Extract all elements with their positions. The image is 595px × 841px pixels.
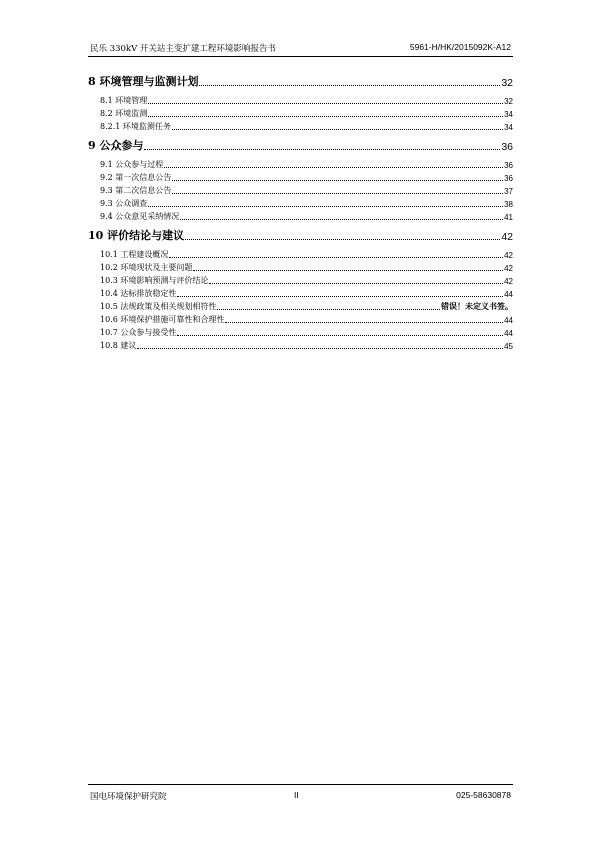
toc-item-title: 9.3 第二次信息公告	[100, 186, 172, 195]
toc-item-title: 9.3 公众调查	[100, 199, 148, 208]
toc-section-9[interactable]	[88, 137, 513, 153]
toc-page-number: 36	[504, 161, 513, 170]
toc-leader	[217, 309, 440, 310]
toc-item[interactable]	[88, 93, 513, 106]
toc-leader	[199, 85, 500, 86]
toc-page-number: 36	[504, 174, 513, 183]
toc-item-title: 8.2.1 环境监测任务	[100, 122, 171, 131]
toc-page-number: 42	[504, 251, 513, 260]
toc-page-number: 45	[504, 342, 513, 351]
toc-item-title: 10.3 环境影响预测与评价结论	[100, 276, 209, 285]
toc-item[interactable]	[88, 286, 513, 299]
toc-item[interactable]	[88, 312, 513, 325]
toc-leader	[180, 219, 503, 220]
toc-item[interactable]	[88, 170, 513, 183]
toc-page-number: 34	[504, 110, 513, 119]
toc-page-number: 37	[504, 187, 513, 196]
toc-item[interactable]	[88, 325, 513, 338]
table-of-contents	[88, 72, 513, 351]
toc-page-number: 34	[504, 123, 513, 132]
toc-bookmark-error: 错误！未定义书签。	[441, 302, 513, 311]
toc-page-number: 42	[504, 264, 513, 273]
toc-section-10[interactable]	[88, 227, 513, 243]
toc-section-title: 9 公众参与	[88, 139, 144, 152]
toc-item-title: 10.1 工程建设概况	[100, 250, 169, 259]
toc-leader	[225, 322, 503, 323]
toc-leader	[185, 239, 500, 240]
doc-number: 5961-H/HK/2015092K-A12	[409, 42, 511, 52]
toc-item-title: 9.2 第一次信息公告	[100, 173, 172, 182]
toc-item-title: 8.2 环境监测	[100, 109, 148, 118]
toc-page-number: 44	[504, 316, 513, 325]
toc-item[interactable]	[88, 196, 513, 209]
toc-item[interactable]	[88, 273, 513, 286]
toc-item-title: 10.2 环境现状及主要问题	[100, 263, 193, 272]
toc-page-number: 42	[504, 277, 513, 286]
toc-page-number: 36	[501, 141, 513, 153]
toc-item[interactable]	[88, 338, 513, 351]
toc-page-number: 44	[504, 290, 513, 299]
toc-leader	[172, 180, 503, 181]
toc-item[interactable]	[88, 247, 513, 260]
toc-page-number: 42	[501, 231, 513, 243]
toc-item-title: 10.5 法规政策及相关规划相符性	[100, 302, 217, 311]
toc-leader	[172, 129, 503, 130]
page-header	[88, 40, 513, 57]
toc-leader	[164, 167, 503, 168]
toc-item[interactable]	[88, 299, 513, 312]
toc-leader	[172, 193, 503, 194]
toc-item-title: 9.1 公众参与过程	[100, 160, 164, 169]
toc-leader	[148, 206, 503, 207]
toc-leader	[193, 270, 503, 271]
toc-page-number: 44	[504, 329, 513, 338]
toc-item[interactable]	[88, 106, 513, 119]
page-number: II	[294, 790, 299, 800]
toc-page-number: 32	[504, 97, 513, 106]
toc-section-title: 10 评价结论与建议	[88, 229, 185, 242]
toc-page-number: 41	[504, 213, 513, 222]
toc-leader	[169, 257, 503, 258]
toc-page-number: 38	[504, 200, 513, 209]
toc-leader	[144, 149, 500, 150]
toc-leader	[148, 103, 503, 104]
toc-leader	[209, 283, 503, 284]
toc-item[interactable]	[88, 119, 513, 132]
toc-item-title: 10.6 环境保护措施可靠性和合理性	[100, 315, 225, 324]
toc-item[interactable]	[88, 260, 513, 273]
toc-item[interactable]	[88, 209, 513, 222]
toc-leader	[148, 116, 503, 117]
toc-item-title: 10.7 公众参与接受性	[100, 328, 177, 337]
toc-section-8[interactable]	[88, 73, 513, 89]
phone-number: 025-58630878	[456, 790, 511, 800]
toc-item[interactable]	[88, 183, 513, 196]
toc-leader	[177, 296, 503, 297]
toc-section-title: 8 环境管理与监测计划	[88, 75, 199, 88]
toc-item[interactable]	[88, 157, 513, 170]
report-title: 民乐 330kV 开关站主变扩建工程环境影响报告书	[90, 44, 276, 54]
page-footer	[88, 784, 513, 805]
toc-leader	[177, 335, 503, 336]
organization-name: 国电环境保护研究院	[90, 792, 167, 802]
toc-item-title: 10.4 达标排放稳定性	[100, 289, 177, 298]
toc-leader	[137, 348, 503, 349]
toc-page-number: 32	[501, 77, 513, 89]
toc-item-title: 8.1 环境管理	[100, 96, 148, 105]
toc-item-title: 10.8 建议	[100, 341, 137, 350]
toc-item-title: 9.4 公众意见采纳情况	[100, 212, 180, 221]
